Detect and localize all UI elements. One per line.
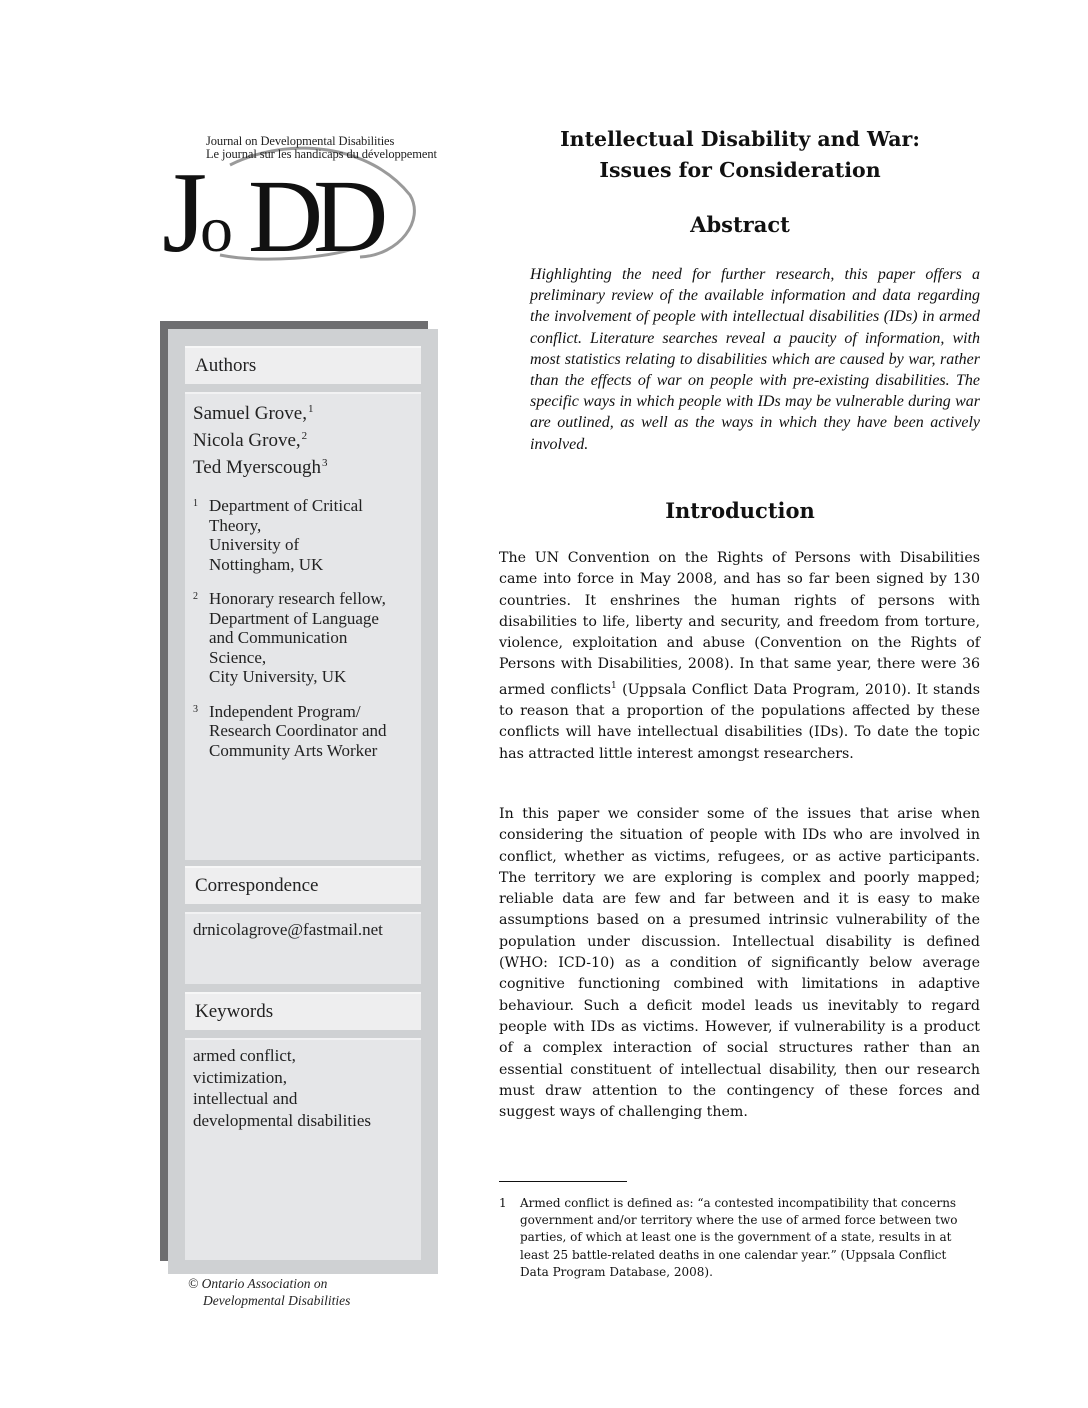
logo-subtitle-french: Le journal sur les handicaps du développement — [206, 147, 437, 161]
introduction-heading: Introduction — [665, 498, 815, 523]
introduction-paragraph-1: The UN Convention on the Rights of Persons with Disabilities came into force in May 2008, and has so far been signed by 130 countries. It enshrines the human rights of persons with disabilities to life, liberty and security, and freedom from torture, violence, exploitation and abuse (Convention on the Rights of Persons with Disabilities, 2008). In that same year, there were 36 armed conflicts$^1$ (Uppsala Conflict Data Program, 2010). It stands to reason that a proportion of the populations affected by these conflicts will have intellectual disabilities (IDs). To date the topic has attracted little interest amongst researchers. — [499, 550, 980, 762]
footnote — [499, 1195, 969, 1281]
abstract-heading: Abstract — [690, 212, 790, 237]
keywords-heading: Keywords — [195, 1001, 274, 1022]
logo-subtitle-english: Journal on Developmental Disabilities — [206, 134, 395, 148]
keyword-item: victimization, — [193, 1067, 287, 1087]
authors-heading-box — [185, 346, 421, 384]
svg-text:DD: DD — [248, 159, 379, 265]
authors-panel — [185, 392, 421, 860]
author-samuel-grove: Samuel Grove,$^1$ — [193, 403, 314, 424]
author-nicola-grove: Nicola Grove,$^2$ — [193, 430, 308, 451]
affiliation-1: 1 Department of Critical Theory, University of Nottingham, UK — [193, 496, 363, 574]
keyword-item: armed conflict, — [193, 1046, 296, 1065]
correspondence-panel — [185, 912, 421, 984]
footnote-number: 1 — [499, 1196, 507, 1210]
footnote-reference[interactable]: 1 — [611, 680, 617, 691]
sidebar-shadow — [160, 321, 428, 329]
author-ted-myerscough: Ted Myerscough$^3$ — [193, 457, 328, 478]
affiliation-2: 2 Honorary research fellow, Department of Language and Communication Science, City University, UK — [193, 589, 386, 686]
article-info-sidebar — [168, 329, 438, 1274]
sidebar-shadow-left — [160, 321, 168, 1261]
keywords-heading-box — [185, 992, 421, 1030]
keyword-item: intellectual and — [193, 1089, 298, 1108]
keywords-panel — [185, 1038, 421, 1260]
keyword-item: developmental disabilities — [193, 1110, 371, 1130]
correspondence-email: drnicolagrove@fastmail.net — [193, 920, 383, 939]
article-title: Intellectual Disability and War: Issues for Consideration — [560, 127, 920, 182]
abstract-text: Highlighting the need for further research, this paper offers a preliminary review of the available information and data regarding the involvement of people with intellectual disabilities (IDs) in armed conflict. Literature searches reveal a paucity of information, with most statistics relating to disabilities which are caused by war, rather than the effects of war on people with pre-existing disabilities. The specific ways in which people with IDs may be vulnerable during war are outlined, as well as the ways in which they have been actively involved. — [530, 266, 980, 453]
introduction-paragraph-2: In this paper we consider some of the issues that arise when considering the situation of people with IDs who are involved in conflict, whether as victims, refugees, or as active participants. The territory we are exploring is complex and poorly mapped; reliable data are few and far between and it is easy to make assumptions based on a presumed intrinsic vulnerability of the population under discussion. Intellectual disability is defined (WHO: ICD-10) as a condition of significantly below average cognitive functioning combined with limitations in adaptive behaviour. Such a deficit model leads us inevitably to regard people with IDs as victims. However, if vulnerability is a product of a complex interaction of social structures rather than an essential constituent of intellectual disability, then our research must draw attention to the contingency of these forces and suggest ways of challenging them. — [499, 806, 980, 1121]
correspondence-heading-box — [185, 866, 421, 904]
logo-wordmark: J — [162, 149, 202, 265]
svg-text:o: o — [200, 193, 233, 265]
footnote-divider — [499, 1181, 627, 1182]
copyright-notice: © Ontario Association on Developmental Disabilities — [188, 1276, 351, 1308]
journal-logo — [160, 125, 437, 265]
footnote-text: Armed conflict is defined as: “a contested incompatibility that concerns government and/or territory where the use of armed force between two parties, of which at least one is the government of a state, results in at least 25 battle-related deaths in one calendar year.” (Uppsala Conflict Data Program Database, 2008). — [520, 1196, 958, 1279]
affiliation-3: 3 Independent Program/ Research Coordinator and Community Arts Worker — [193, 701, 387, 760]
correspondence-heading: Correspondence — [195, 875, 319, 896]
authors-heading: Authors — [195, 355, 257, 376]
